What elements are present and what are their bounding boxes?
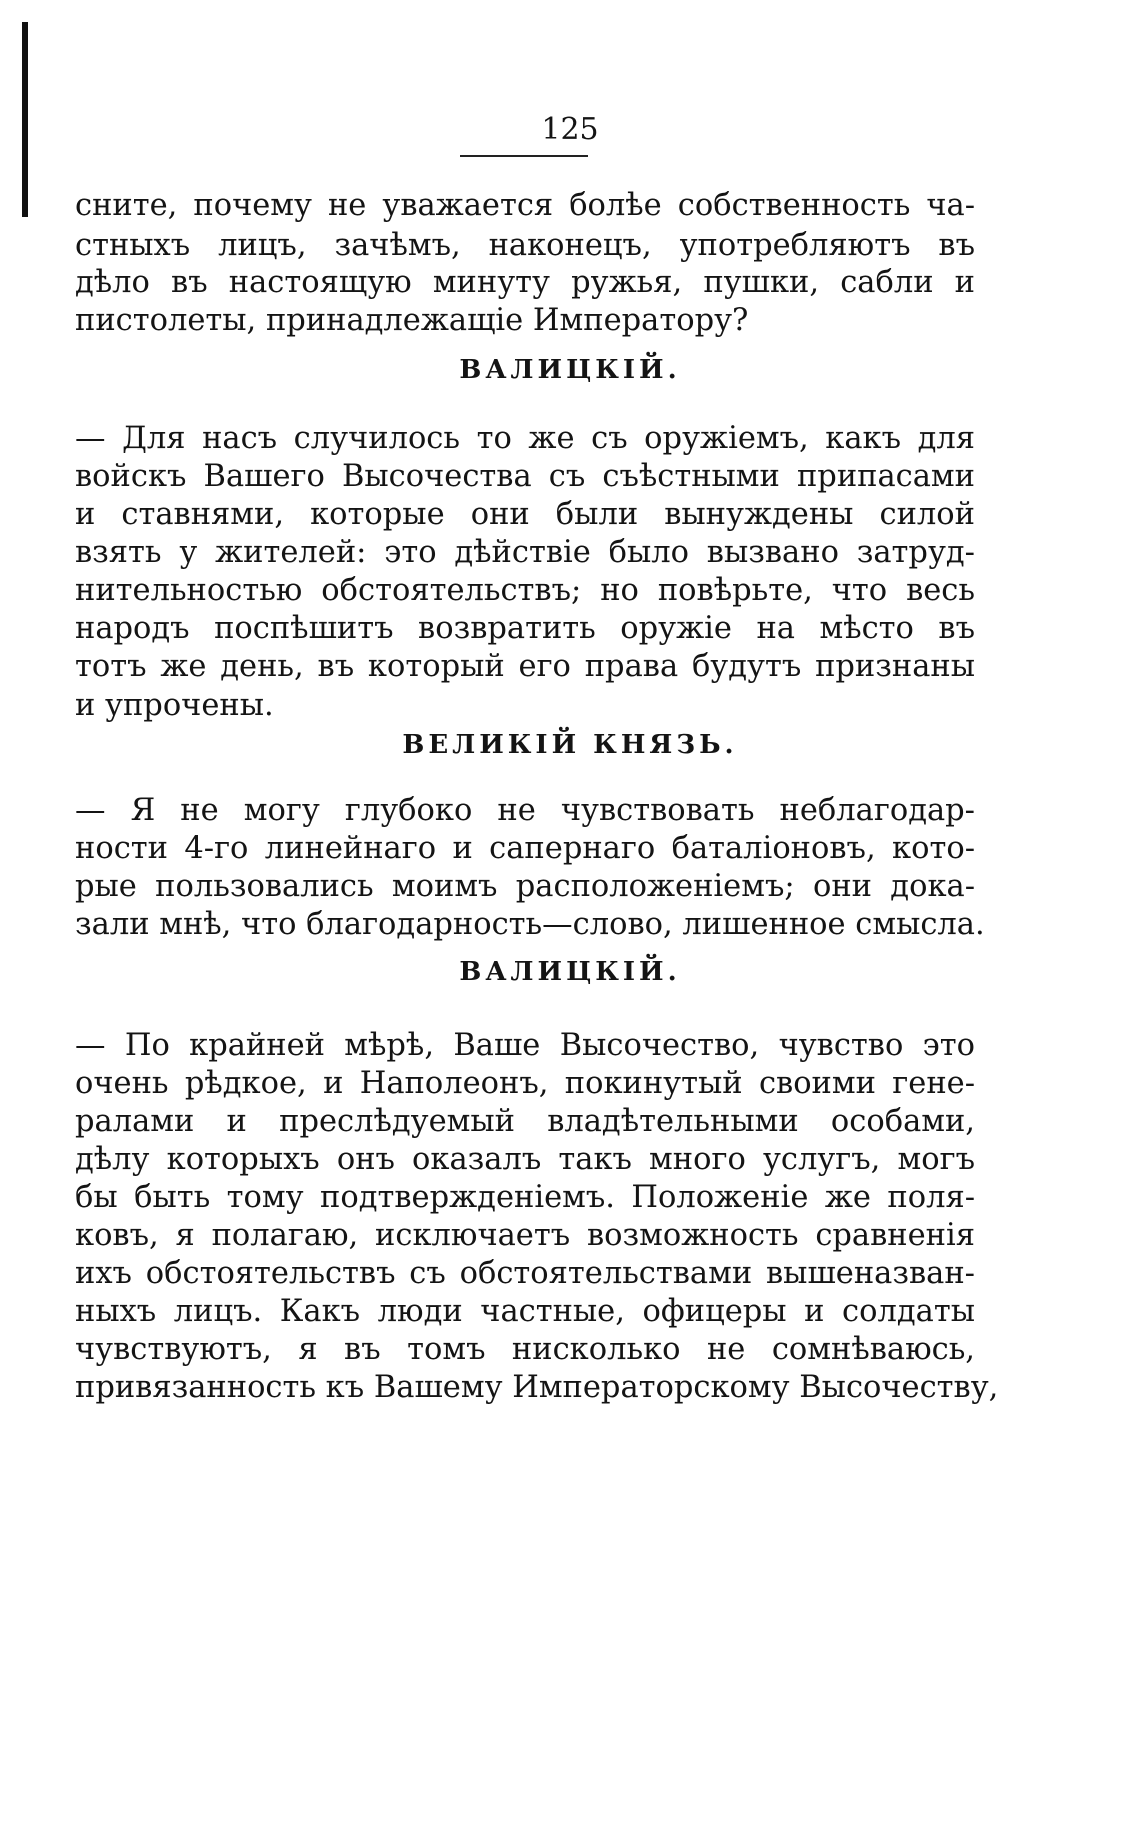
text-line: привязанность къ Вашему Императорскому Высочеству, xyxy=(75,1370,999,1405)
text-line: войскъ Вашего Высочества съ съѣстными припасами xyxy=(75,459,975,494)
text-line: чувствуютъ, я въ томъ нисколько не сомнѣваюсь, xyxy=(75,1332,975,1367)
text-line: — Я не могу глубоко не чувствовать неблагодар- xyxy=(75,793,975,828)
text-line: ихъ обстоятельствъ съ обстоятельствами вышеназван- xyxy=(75,1256,975,1291)
text-line: очень рѣдкое, и Наполеонъ, покинутый своими гене- xyxy=(75,1066,975,1101)
text-line: и ставнями, которые они были вынуждены силой xyxy=(75,497,975,532)
text-line: ныхъ лицъ. Какъ люди частные, офицеры и солдаты xyxy=(75,1294,975,1329)
text-line: тотъ же день, въ который его права будутъ признаны xyxy=(75,649,975,684)
text-line: и упрочены. xyxy=(75,688,274,723)
text-line: ности 4-го линейнаго и сапернаго баталіоновъ, кото- xyxy=(75,831,975,866)
text-line: рые пользовались моимъ расположеніемъ; они дока- xyxy=(75,869,975,904)
text-line: — По крайней мѣрѣ, Ваше Высочество, чувство это xyxy=(75,1028,975,1063)
text-line: сните, почему не уважается болѣе собственность ча- xyxy=(75,188,975,223)
text-line: дѣло въ настоящую минуту ружья, пушки, сабли и xyxy=(75,265,975,300)
text-line: зали мнѣ, что благодарность—слово, лишенное смысла. xyxy=(75,907,985,942)
text-line: — Для насъ случилось то же съ оружіемъ, какъ для xyxy=(75,421,975,456)
text-line: нительностью обстоятельствъ; но повѣрьте, что весь xyxy=(75,573,975,608)
speaker-heading: ВАЛИЦКІЙ. xyxy=(459,957,681,987)
speaker-heading: ВЕЛИКІЙ КНЯЗЬ. xyxy=(402,730,738,760)
page-number-rule xyxy=(460,155,588,157)
text-line: дѣлу которыхъ онъ оказалъ такъ много услугъ, могъ xyxy=(75,1142,975,1177)
text-line: бы быть тому подтвержденіемъ. Положеніе же поля- xyxy=(75,1180,975,1215)
text-line: народъ поспѣшитъ возвратить оружіе на мѣсто въ xyxy=(75,611,975,646)
text-line: взять у жителей: это дѣйствіе было вызвано затруд- xyxy=(75,535,975,570)
speaker-heading: ВАЛИЦКІЙ. xyxy=(459,355,681,385)
text-line: пистолеты, принадлежащіе Императору? xyxy=(75,303,749,338)
text-line: стныхъ лицъ, зачѣмъ, наконецъ, употребляютъ въ xyxy=(75,228,975,263)
page-number: 125 xyxy=(541,112,599,147)
text-line: ралами и преслѣдуемый владѣтельными особами, xyxy=(75,1104,975,1139)
text-line: ковъ, я полагаю, исключаетъ возможность сравненія xyxy=(75,1218,975,1253)
